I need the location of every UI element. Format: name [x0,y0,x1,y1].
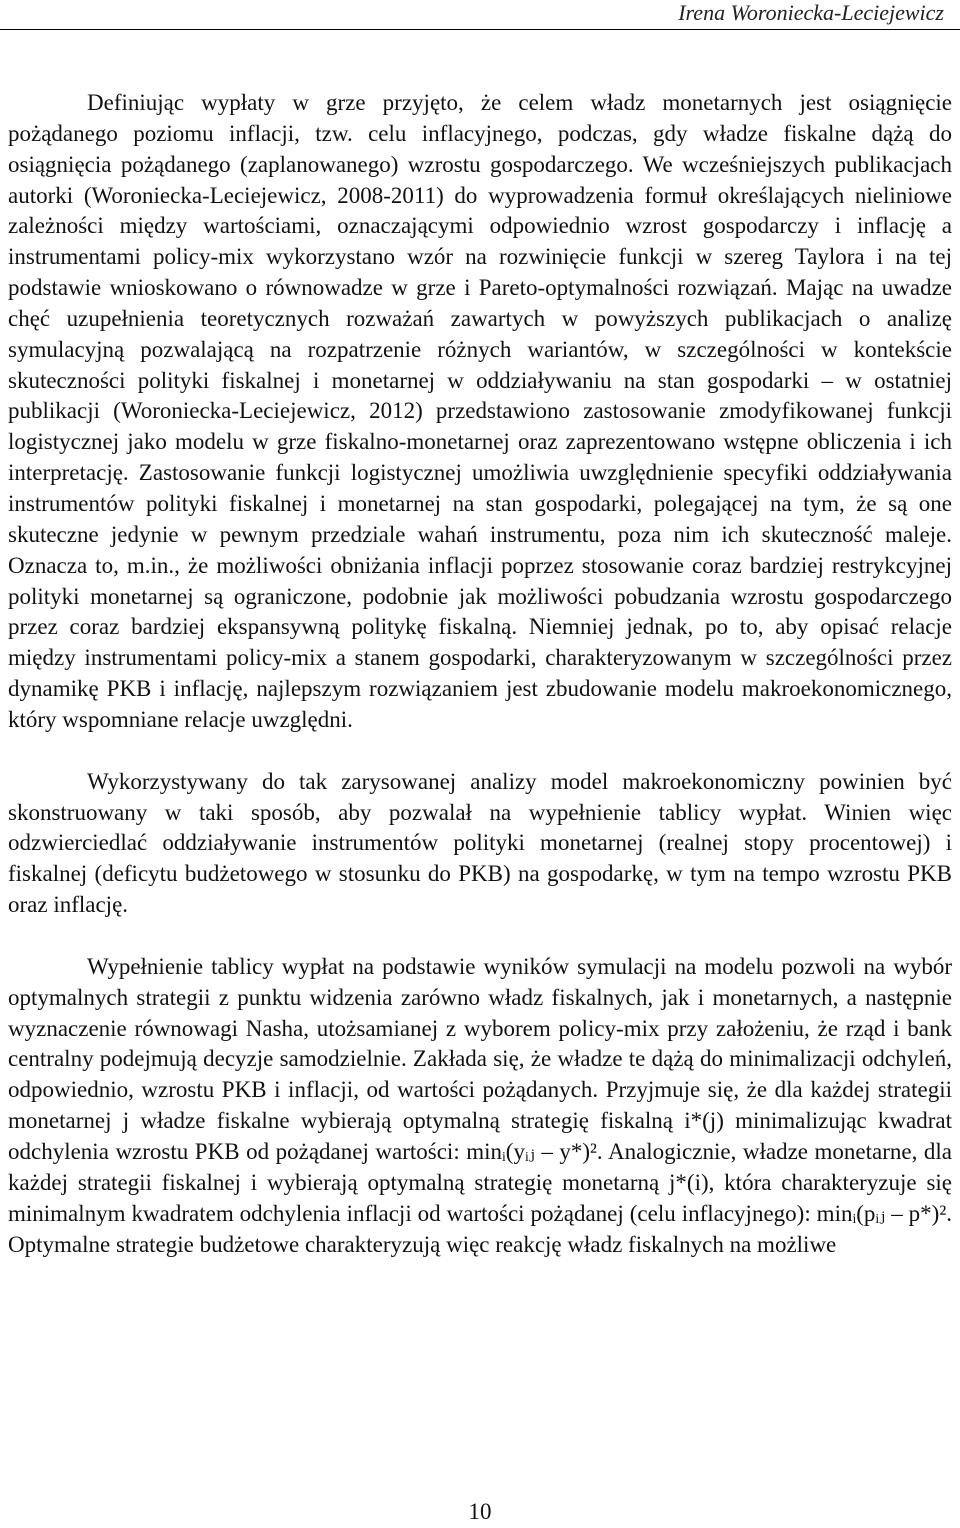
paragraph-2: Wykorzystywany do tak zarysowanej analizy model makroekonomiczny powinien być skonstruowany w taki sposób, aby pozwalał na wypełnienie tablicy wypłat. Winien więc odzwierciedlać oddziaływanie instrumentów polityki monetarnej (realnej stopy procentowej) i fiskalnej (deficytu budżetowego w stosunku do PKB) na gospodarkę, w tym na tempo wzrostu PKB oraz inflację. [8,768,952,918]
running-header [0,0,960,30]
paragraph-1: Definiując wypłaty w grze przyjęto, że celem władz monetarnych jest osiągnięcie pożądanego poziomu inflacji, tzw. celu inflacyjnego, podczas, gdy władze fiskalne dążą do osiągnięcia pożądanego (zaplanowanego) wzrostu gospodarczego. We wcześniejszych publikacjach autorki (Woroniecka-Leciejewicz, 2008-2011) do wyprowadzenia formuł określających nieliniowe zależności między wartościami, oznaczającymi odpowiednio wzrost gospodarczy i inflację a instrumentami policy-mix wykorzystano wzór na rozwinięcie funkcji w szereg Taylora i na tej podstawie wnioskowano o równowadze w grze i Pareto-optymalności rozwiązań. Mając na uwadze chęć uzupełnienia teoretycznych rozważań zawartych w powyższych publikacjach o analizę symulacyjną pozwalającą na rozpatrzenie różnych wariantów, w szczególności w kontekście skuteczności polityki fiskalnej i monetarnej w oddziaływaniu na stan gospodarki – w ostatniej publikacji (Woroniecka-Leciejewicz, 2012) przedstawiono zastosowanie zmodyfikowanej funkcji logistycznej jako modelu w grze fiskalno-monetarnej oraz zaprezentowano wstępne obliczenia i ich interpretację. Zastosowanie funkcji logistycznej umożliwia uwzględnienie specyfiki oddziaływania instrumentów polityki fiskalnej i monetarnej na stan gospodarki, polegającej na tym, że są one skuteczne jedynie w pewnym przedziale wahań instrumentu, poza nim ich skuteczność maleje. Oznacza to, m.in., że możliwości obniżania inflacji poprzez stosowanie coraz bardziej restrykcyjnej polityki monetarnej są ograniczone, podobnie jak możliwości pobudzania wzrostu gospodarczego przez coraz bardziej ekspansywną politykę fiskalną. Niemniej jednak, po to, aby opisać relacje między instrumentami policy-mix a stanem gospodarki, charakteryzowanym w szczególności przez dynamikę PKB i inflację, najlepszym rozwiązaniem jest zbudowanie modelu makroekonomicznego, który wspomniane relacje uwzględni. [8,90,952,732]
page-number: 10 [468,1499,492,1524]
page-body [8,88,952,1260]
paragraph-3: Wypełnienie tablicy wypłat na podstawie wyników symulacji na modelu pozwoli na wybór optymalnych strategii z punktu widzenia zarówno władz fiskalnych, jak i monetarnych, a następnie wyznaczenie równowagi Nasha, utożsamianej z wyborem policy-mix przy założeniu, że rząd i bank centralny podejmują decyzje samodzielnie. Zakłada się, że władze te dążą do minimalizacji odchyleń, odpowiednio, wzrostu PKB i inflacji, od wartości pożądanych. Przyjmuje się, że dla każdej strategii monetarnej j władze fiskalne wybierają optymalną strategię fiskalną i*(j) minimalizując kwadrat odchylenia wzrostu PKB od pożądanej wartości: minᵢ(yᵢⱼ – y*)². Analogicznie, władze monetarne, dla każdej strategii fiskalnej i wybierają optymalną strategię monetarną j*(i), która charakteryzuje się minimalnym kwadratem odchylenia inflacji od wartości pożądanej (celu inflacyjnego): minᵢ(pᵢⱼ – p*)². Optymalne strategie budżetowe charakteryzują więc reakcję władz fiskalnych na możliwe [8,953,952,1257]
running-header-author: Irena Woroniecka-Leciejewicz [678,0,944,25]
